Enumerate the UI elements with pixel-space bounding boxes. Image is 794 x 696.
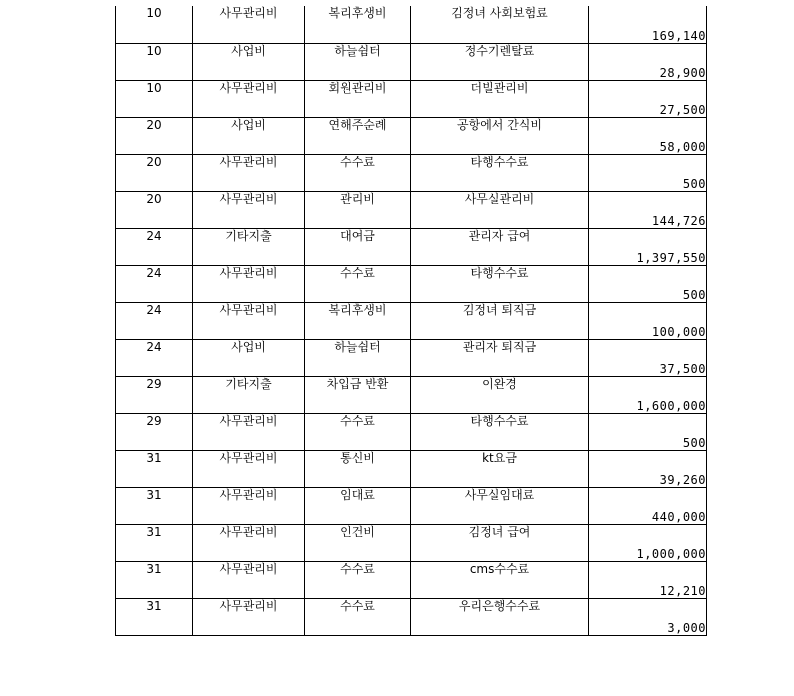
- subcategory-cell: 연해주순례: [305, 117, 411, 154]
- day-cell: 10: [116, 43, 193, 80]
- subcategory-cell: 대여금: [305, 228, 411, 265]
- category-cell: 기타지출: [193, 376, 305, 413]
- description-cell: cms수수료: [411, 561, 589, 598]
- description-cell: 김정녀 사회보험료: [411, 6, 589, 43]
- amount-cell: 500: [589, 413, 707, 450]
- day-cell: 31: [116, 561, 193, 598]
- day-cell: 24: [116, 265, 193, 302]
- amount-cell: 144,726: [589, 191, 707, 228]
- table-row: [116, 561, 707, 598]
- description-cell: 타행수수료: [411, 413, 589, 450]
- day-cell: 24: [116, 228, 193, 265]
- amount-cell: 27,500: [589, 80, 707, 117]
- day-cell: 31: [116, 450, 193, 487]
- description-cell: 관리자 급여: [411, 228, 589, 265]
- description-cell: 공항에서 간식비: [411, 117, 589, 154]
- description-cell: 사무실관리비: [411, 191, 589, 228]
- table-row: [116, 265, 707, 302]
- table-row: [116, 154, 707, 191]
- day-cell: 24: [116, 302, 193, 339]
- description-cell: 이완경: [411, 376, 589, 413]
- amount-cell: 58,000: [589, 117, 707, 154]
- category-cell: 사업비: [193, 43, 305, 80]
- amount-cell: 37,500: [589, 339, 707, 376]
- table-row: [116, 6, 707, 43]
- day-cell: 10: [116, 80, 193, 117]
- category-cell: 사무관리비: [193, 80, 305, 117]
- amount-cell: 169,140: [589, 6, 707, 43]
- table-row: [116, 43, 707, 80]
- subcategory-cell: 수수료: [305, 598, 411, 635]
- category-cell: 사무관리비: [193, 487, 305, 524]
- day-cell: 20: [116, 191, 193, 228]
- category-cell: 사무관리비: [193, 524, 305, 561]
- category-cell: 사업비: [193, 339, 305, 376]
- table-row: [116, 80, 707, 117]
- category-cell: 사무관리비: [193, 561, 305, 598]
- description-cell: kt요금: [411, 450, 589, 487]
- day-cell: 29: [116, 376, 193, 413]
- description-cell: 타행수수료: [411, 265, 589, 302]
- subcategory-cell: 수수료: [305, 561, 411, 598]
- description-cell: 우리은행수수료: [411, 598, 589, 635]
- table-row: [116, 487, 707, 524]
- description-cell: 관리자 퇴직금: [411, 339, 589, 376]
- category-cell: 사무관리비: [193, 598, 305, 635]
- amount-cell: 12,210: [589, 561, 707, 598]
- day-cell: 31: [116, 524, 193, 561]
- description-cell: 김정녀 퇴직금: [411, 302, 589, 339]
- table-row: [116, 228, 707, 265]
- ledger-body: [116, 6, 707, 635]
- table-row: [116, 339, 707, 376]
- subcategory-cell: 차입금 반환: [305, 376, 411, 413]
- description-cell: 김정녀 급여: [411, 524, 589, 561]
- day-cell: 31: [116, 487, 193, 524]
- subcategory-cell: 임대료: [305, 487, 411, 524]
- category-cell: 사무관리비: [193, 154, 305, 191]
- subcategory-cell: 복리후생비: [305, 302, 411, 339]
- day-cell: 20: [116, 154, 193, 191]
- amount-cell: 500: [589, 154, 707, 191]
- table-row: [116, 450, 707, 487]
- subcategory-cell: 복리후생비: [305, 6, 411, 43]
- subcategory-cell: 하늘쉼터: [305, 43, 411, 80]
- category-cell: 사무관리비: [193, 265, 305, 302]
- category-cell: 사무관리비: [193, 191, 305, 228]
- table-row: [116, 598, 707, 635]
- amount-cell: 39,260: [589, 450, 707, 487]
- description-cell: 사무실임대료: [411, 487, 589, 524]
- subcategory-cell: 수수료: [305, 413, 411, 450]
- subcategory-cell: 수수료: [305, 154, 411, 191]
- subcategory-cell: 회원관리비: [305, 80, 411, 117]
- amount-cell: 500: [589, 265, 707, 302]
- amount-cell: 440,000: [589, 487, 707, 524]
- category-cell: 사무관리비: [193, 302, 305, 339]
- day-cell: 31: [116, 598, 193, 635]
- category-cell: 사무관리비: [193, 6, 305, 43]
- amount-cell: 3,000: [589, 598, 707, 635]
- table-row: [116, 117, 707, 154]
- subcategory-cell: 수수료: [305, 265, 411, 302]
- description-cell: 타행수수료: [411, 154, 589, 191]
- table-row: [116, 191, 707, 228]
- day-cell: 29: [116, 413, 193, 450]
- table-row: [116, 302, 707, 339]
- subcategory-cell: 하늘쉼터: [305, 339, 411, 376]
- table-row: [116, 376, 707, 413]
- expense-ledger-table: [115, 6, 707, 636]
- amount-cell: 28,900: [589, 43, 707, 80]
- amount-cell: 1,000,000: [589, 524, 707, 561]
- description-cell: 더빌관리비: [411, 80, 589, 117]
- amount-cell: 100,000: [589, 302, 707, 339]
- subcategory-cell: 인건비: [305, 524, 411, 561]
- day-cell: 20: [116, 117, 193, 154]
- subcategory-cell: 관리비: [305, 191, 411, 228]
- subcategory-cell: 통신비: [305, 450, 411, 487]
- category-cell: 사업비: [193, 117, 305, 154]
- table-row: [116, 524, 707, 561]
- amount-cell: 1,397,550: [589, 228, 707, 265]
- category-cell: 사무관리비: [193, 450, 305, 487]
- category-cell: 사무관리비: [193, 413, 305, 450]
- amount-cell: 1,600,000: [589, 376, 707, 413]
- table-row: [116, 413, 707, 450]
- description-cell: 정수기렌탈료: [411, 43, 589, 80]
- day-cell: 10: [116, 6, 193, 43]
- category-cell: 기타지출: [193, 228, 305, 265]
- day-cell: 24: [116, 339, 193, 376]
